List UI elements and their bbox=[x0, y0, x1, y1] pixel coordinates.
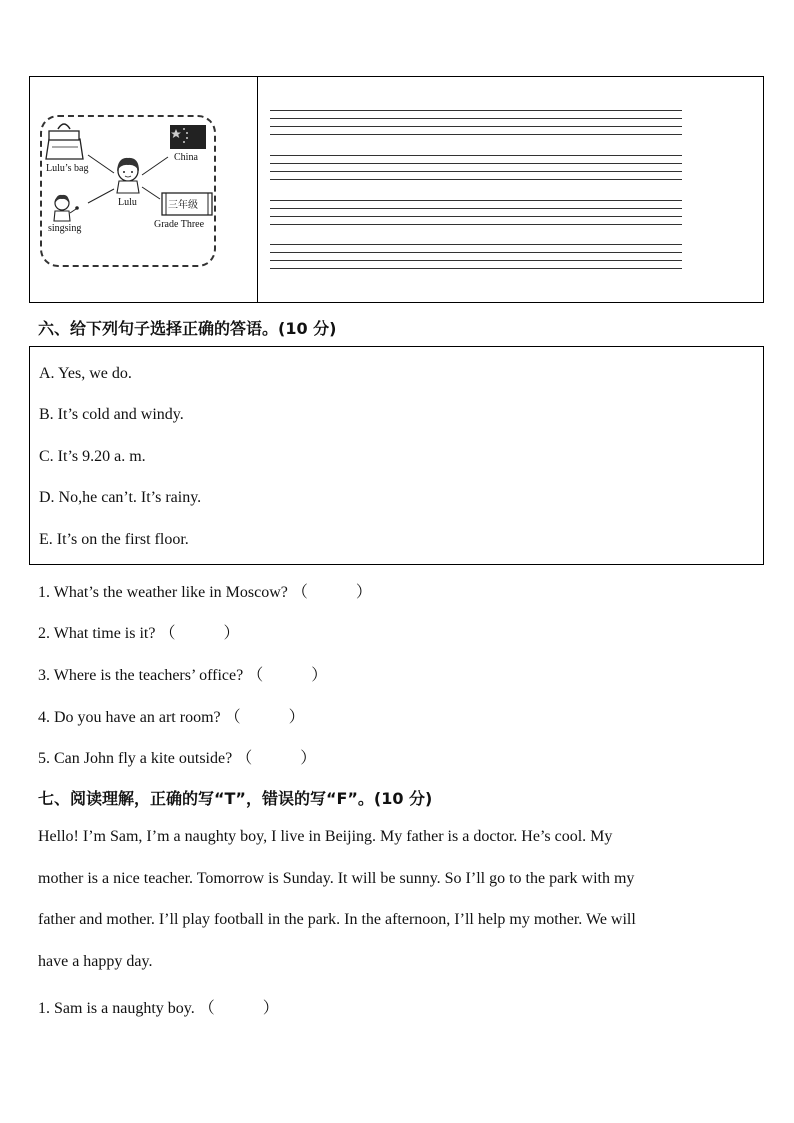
girl-lulu-icon bbox=[117, 158, 139, 193]
writing-lines-2[interactable] bbox=[270, 155, 682, 187]
writing-task-box bbox=[29, 76, 764, 303]
s7-question-1[interactable]: 1. Sam is a naughty boy. （ ） bbox=[38, 1000, 279, 1017]
option-a: A. Yes, we do. bbox=[39, 365, 132, 382]
s6-question-2[interactable]: 2. What time is it? （ ） bbox=[38, 625, 240, 642]
handbag-icon bbox=[46, 124, 83, 159]
connector-country bbox=[142, 157, 168, 175]
option-b: B. It’s cold and windy. bbox=[39, 406, 184, 423]
grade-box-text: 三年级 bbox=[168, 200, 198, 211]
passage-line-4: have a happy day. bbox=[38, 953, 153, 970]
passage-line-2: mother is a nice teacher. Tomorrow is Sunday. It will be sunny. So I’ll go to the park with my bbox=[38, 870, 635, 887]
s6-question-1[interactable]: 1. What’s the weather like in Moscow? （ ） bbox=[38, 584, 372, 601]
passage-line-1: Hello! I’m Sam, I’m a naughty boy, I live in Beijing. My father is a doctor. He’s cool. My bbox=[38, 828, 613, 845]
answer-options-box bbox=[29, 346, 764, 565]
s6-question-5[interactable]: 5. Can John fly a kite outside? （ ） bbox=[38, 750, 317, 767]
s6-question-3[interactable]: 3. Where is the teachers’ office? （ ） bbox=[38, 667, 328, 684]
country-label: China bbox=[174, 152, 198, 163]
writing-lines-1[interactable] bbox=[270, 110, 682, 142]
column-divider bbox=[257, 77, 258, 302]
lulu-mindmap bbox=[40, 115, 216, 267]
s6-question-4[interactable]: 4. Do you have an art room? （ ） bbox=[38, 709, 305, 726]
bag-label: Lulu’s bag bbox=[46, 163, 89, 174]
mindmap-drawing bbox=[42, 117, 214, 265]
connector-grade bbox=[142, 187, 160, 199]
option-e: E. It’s on the first floor. bbox=[39, 531, 189, 548]
hobby-label: singsing bbox=[48, 223, 82, 234]
singing-child-icon bbox=[54, 195, 79, 221]
grade-label: Grade Three bbox=[154, 219, 205, 230]
option-d: D. No,he can’t. It’s rainy. bbox=[39, 489, 202, 506]
writing-lines-3[interactable] bbox=[270, 200, 682, 232]
passage-line-3: father and mother. I’ll play football in the park. In the afternoon, I’ll help my mother. We will bbox=[38, 911, 636, 928]
writing-lines-4[interactable] bbox=[270, 244, 682, 276]
connector-hobby bbox=[88, 189, 114, 203]
connector-bag bbox=[88, 155, 114, 173]
china-flag-icon bbox=[170, 125, 206, 149]
section6-title: 六、给下列句子选择正确的答语。(10 分) bbox=[38, 319, 337, 338]
option-c: C. It’s 9.20 a. m. bbox=[39, 448, 146, 465]
center-label: Lulu bbox=[118, 197, 137, 208]
section7-title: 七、阅读理解，正确的写“T”，错误的写“F”。(10 分) bbox=[38, 789, 433, 808]
